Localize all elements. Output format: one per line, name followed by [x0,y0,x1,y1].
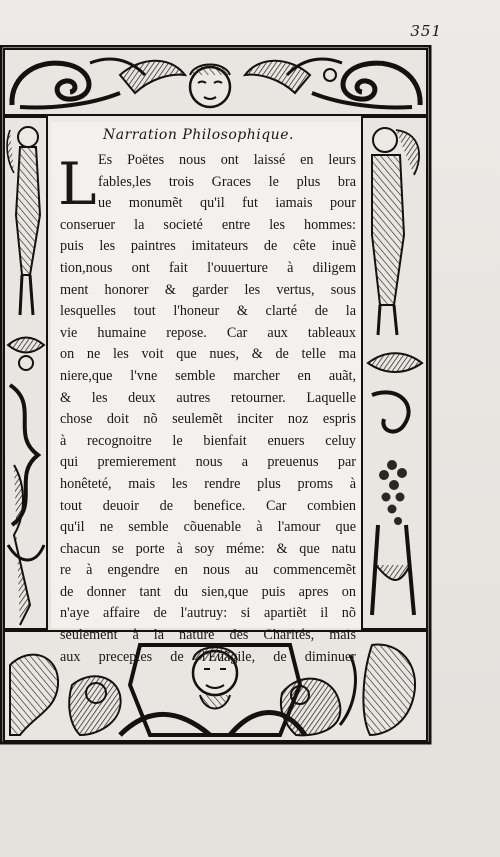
text-line: re à engendre en nous au commencemẽt [60,562,356,579]
text-line: honêteté, mais les rendre plus proms à [60,475,356,492]
text-line: qui premierement nous a preuenus par [60,454,356,471]
text-line: tout deuoir de benefice. Car combien [60,497,356,514]
text-line: de donner tant du sien,que puis apres on [60,583,356,600]
drop-capital: L [58,150,97,218]
text-line: à recognoitre le bienfait enuers celuy [60,432,356,449]
text-line: qu'il ne semble cõuenable à l'amour que [60,519,356,536]
text-line: aux preceptes de l'Euãgile, de diminuer [60,648,356,665]
text-line: seulement à la nature des Charités, mais [60,627,356,644]
text-line: tion,nous ont fait l'ouuerture à diligem [60,259,356,276]
text-line: vie humaine repose. Car aux tableaux [60,324,356,341]
body-text [60,150,356,668]
text-line: ue monumẽt qu'il fut iamais pour [98,195,356,212]
text-line: niere,que l'vne semble marcher en auãt, [60,367,356,384]
text-line: on ne les voit que nues, & de telle ma [60,346,356,363]
text-line: lesquelles tout l'honeur & clarté de la [60,303,356,320]
left-border-pillar [4,117,47,629]
text-line: chose doit nõ seulemẽt inciter noz espris [60,411,356,428]
text-line: & les deux autres retourner. Laquelle [60,389,356,406]
section-heading: Narration Philosophique. [103,127,294,143]
text-line: Es Poëtes nous ont laissé en leurs [98,152,356,168]
text-line: n'aye affaire de l'autruy: si apartiẽt il nõ [60,605,356,622]
page-number: 351 [410,22,442,40]
text-line: ment honorer & garder les vertus, sous [60,281,356,298]
top-border-panel [4,49,427,115]
text-line: fables,les trois Graces le plus bra [98,173,356,190]
right-border-pillar [362,117,427,629]
text-line: puis les paintres imitateurs de cête inuẽ [60,238,356,255]
text-line: chacun se porte à soy méme: & que natu [60,540,356,557]
text-line: conseruer la societé entre les hommes: [60,216,356,233]
